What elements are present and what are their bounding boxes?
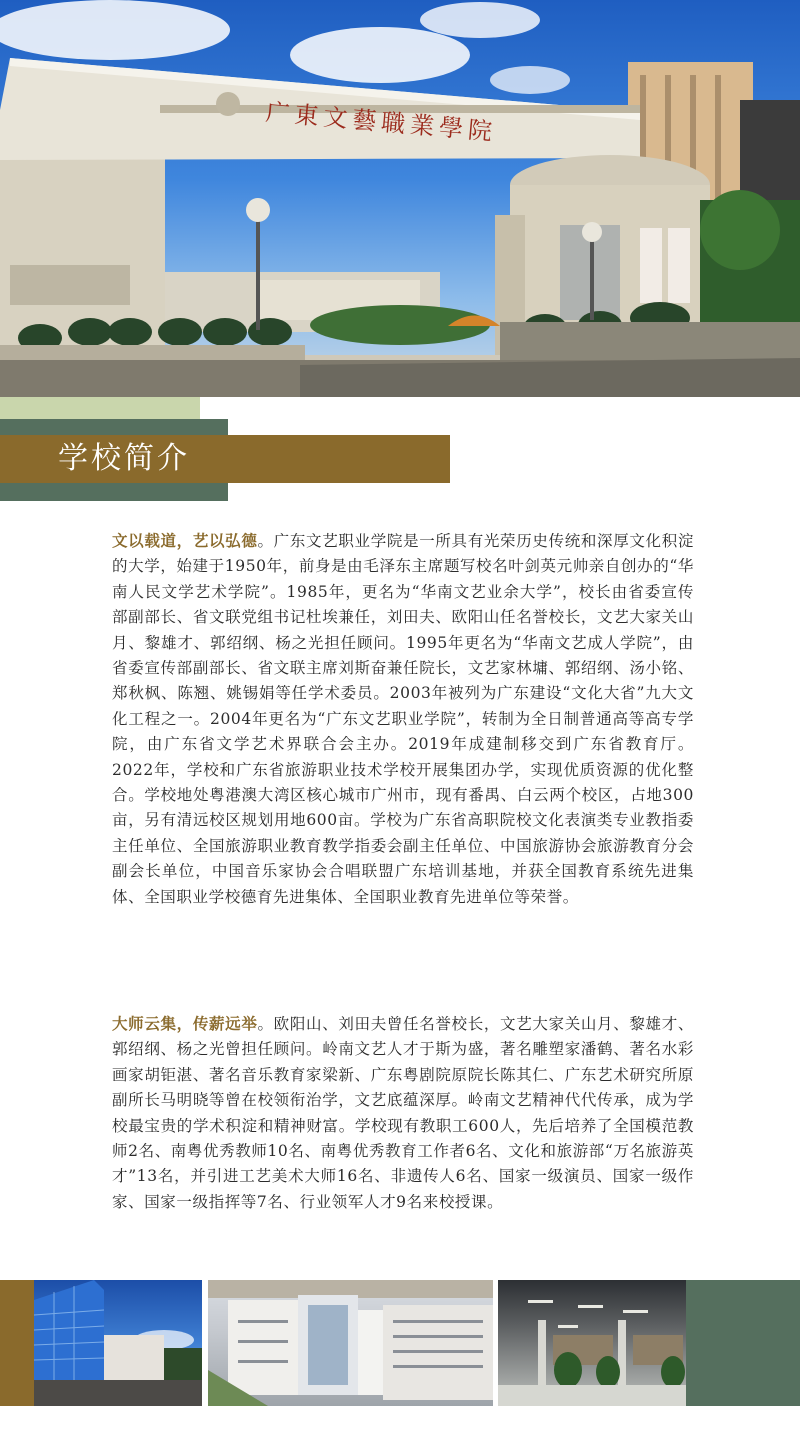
paragraph-lead: 文以载道，艺以弘德	[112, 531, 258, 550]
paragraph-lead: 大师云集，传薪远举	[112, 1014, 258, 1033]
library-interior-photo	[498, 1280, 686, 1406]
gate-sign-text: 广東文藝職業學院	[264, 98, 499, 147]
decor-strip-green	[686, 1280, 800, 1406]
decor-band-light	[0, 397, 200, 419]
intro-paragraph	[112, 528, 694, 910]
paragraph-body: 。广东文艺职业学院是一所具有光荣历史传统和深厚文化积淀的大学，始建于1950年，前身是由毛泽东主席题写校名叶剑英元帅亲自创办的“华南人民文学艺术学院”。1985年，更名为“华南文艺业余大学”，校长由省委宣传部副部长、省文联党组书记杜埃兼任，刘田夫、欧阳山任名誉校长，文艺大家关山月、黎雄才、郭绍纲、杨之光担任顾问。1995年更名为“华南文艺成人学院”，由省委宣传部副部长、省文联主席刘斯奋兼任院长，文艺家林墉、郭绍纲、汤小铭、郑秋枫、陈翘、姚锡娟等任学术委员。2003年被列为广东建设“文化大省”九大文化工程之一。2004年更名为“广东文艺职业学院”，转制为全日制普通高等高专学院，由广东省文学艺术界联合会主办。2019年成建制移交到广东省教育厅。2022年，学校和广东省旅游职业技术学校开展集团办学，实现优质资源的优化整合。学校地处粤港澳大湾区核心城市广州市，现有番禺、白云两个校区，占地300亩，另有清远校区规划用地600亩。学校为广东省高职院校文化表演类专业教指委主任单位、全国旅游职业教育教学指委会副主任单位、中国旅游协会旅游教育分会副会长单位，中国音乐家协会合唱联盟广东培训基地，并获全国教育系统先进集体、全国职业学校德育先进集体、全国职业教育先进单位等荣誉。	[112, 532, 694, 906]
decor-band-dark-top	[0, 419, 228, 435]
decor-strip-gold	[0, 1280, 34, 1406]
campus-aerial-photo	[208, 1280, 493, 1406]
decor-band-dark-bottom	[0, 483, 228, 501]
section-title: 学校简介	[58, 441, 190, 476]
masters-paragraph	[112, 1011, 694, 1215]
paragraph-body: 。欧阳山、刘田夫曾任名誉校长，文艺大家关山月、黎雄才、郭绍纲、杨之光曾担任顾问。岭南文艺人才于斯为盛，著名雕塑家潘鹤、著名水彩画家胡钜湛、著名音乐教育家梁新、广东粤剧院原院长陈其仁、广东艺术研究所原副所长马明晓等曾在校领衔治学，文艺底蕴深厚。岭南文艺精神代代传承，成为学校最宝贵的学术积淀和精神财富。学校现有教职工600人，先后培养了全国模范教师2名、南粤优秀教师10名、南粤优秀教育工作者6名、文化和旅游部“万名旅游英才”13名，并引进工艺美术大师16名、非遗传人6名、国家一级演员、国家一级作家、国家一级指挥等7名、行业领军人才9名来校授课。	[112, 1015, 694, 1211]
campus-gate-photo	[0, 0, 800, 397]
campus-building-photo	[34, 1280, 202, 1406]
